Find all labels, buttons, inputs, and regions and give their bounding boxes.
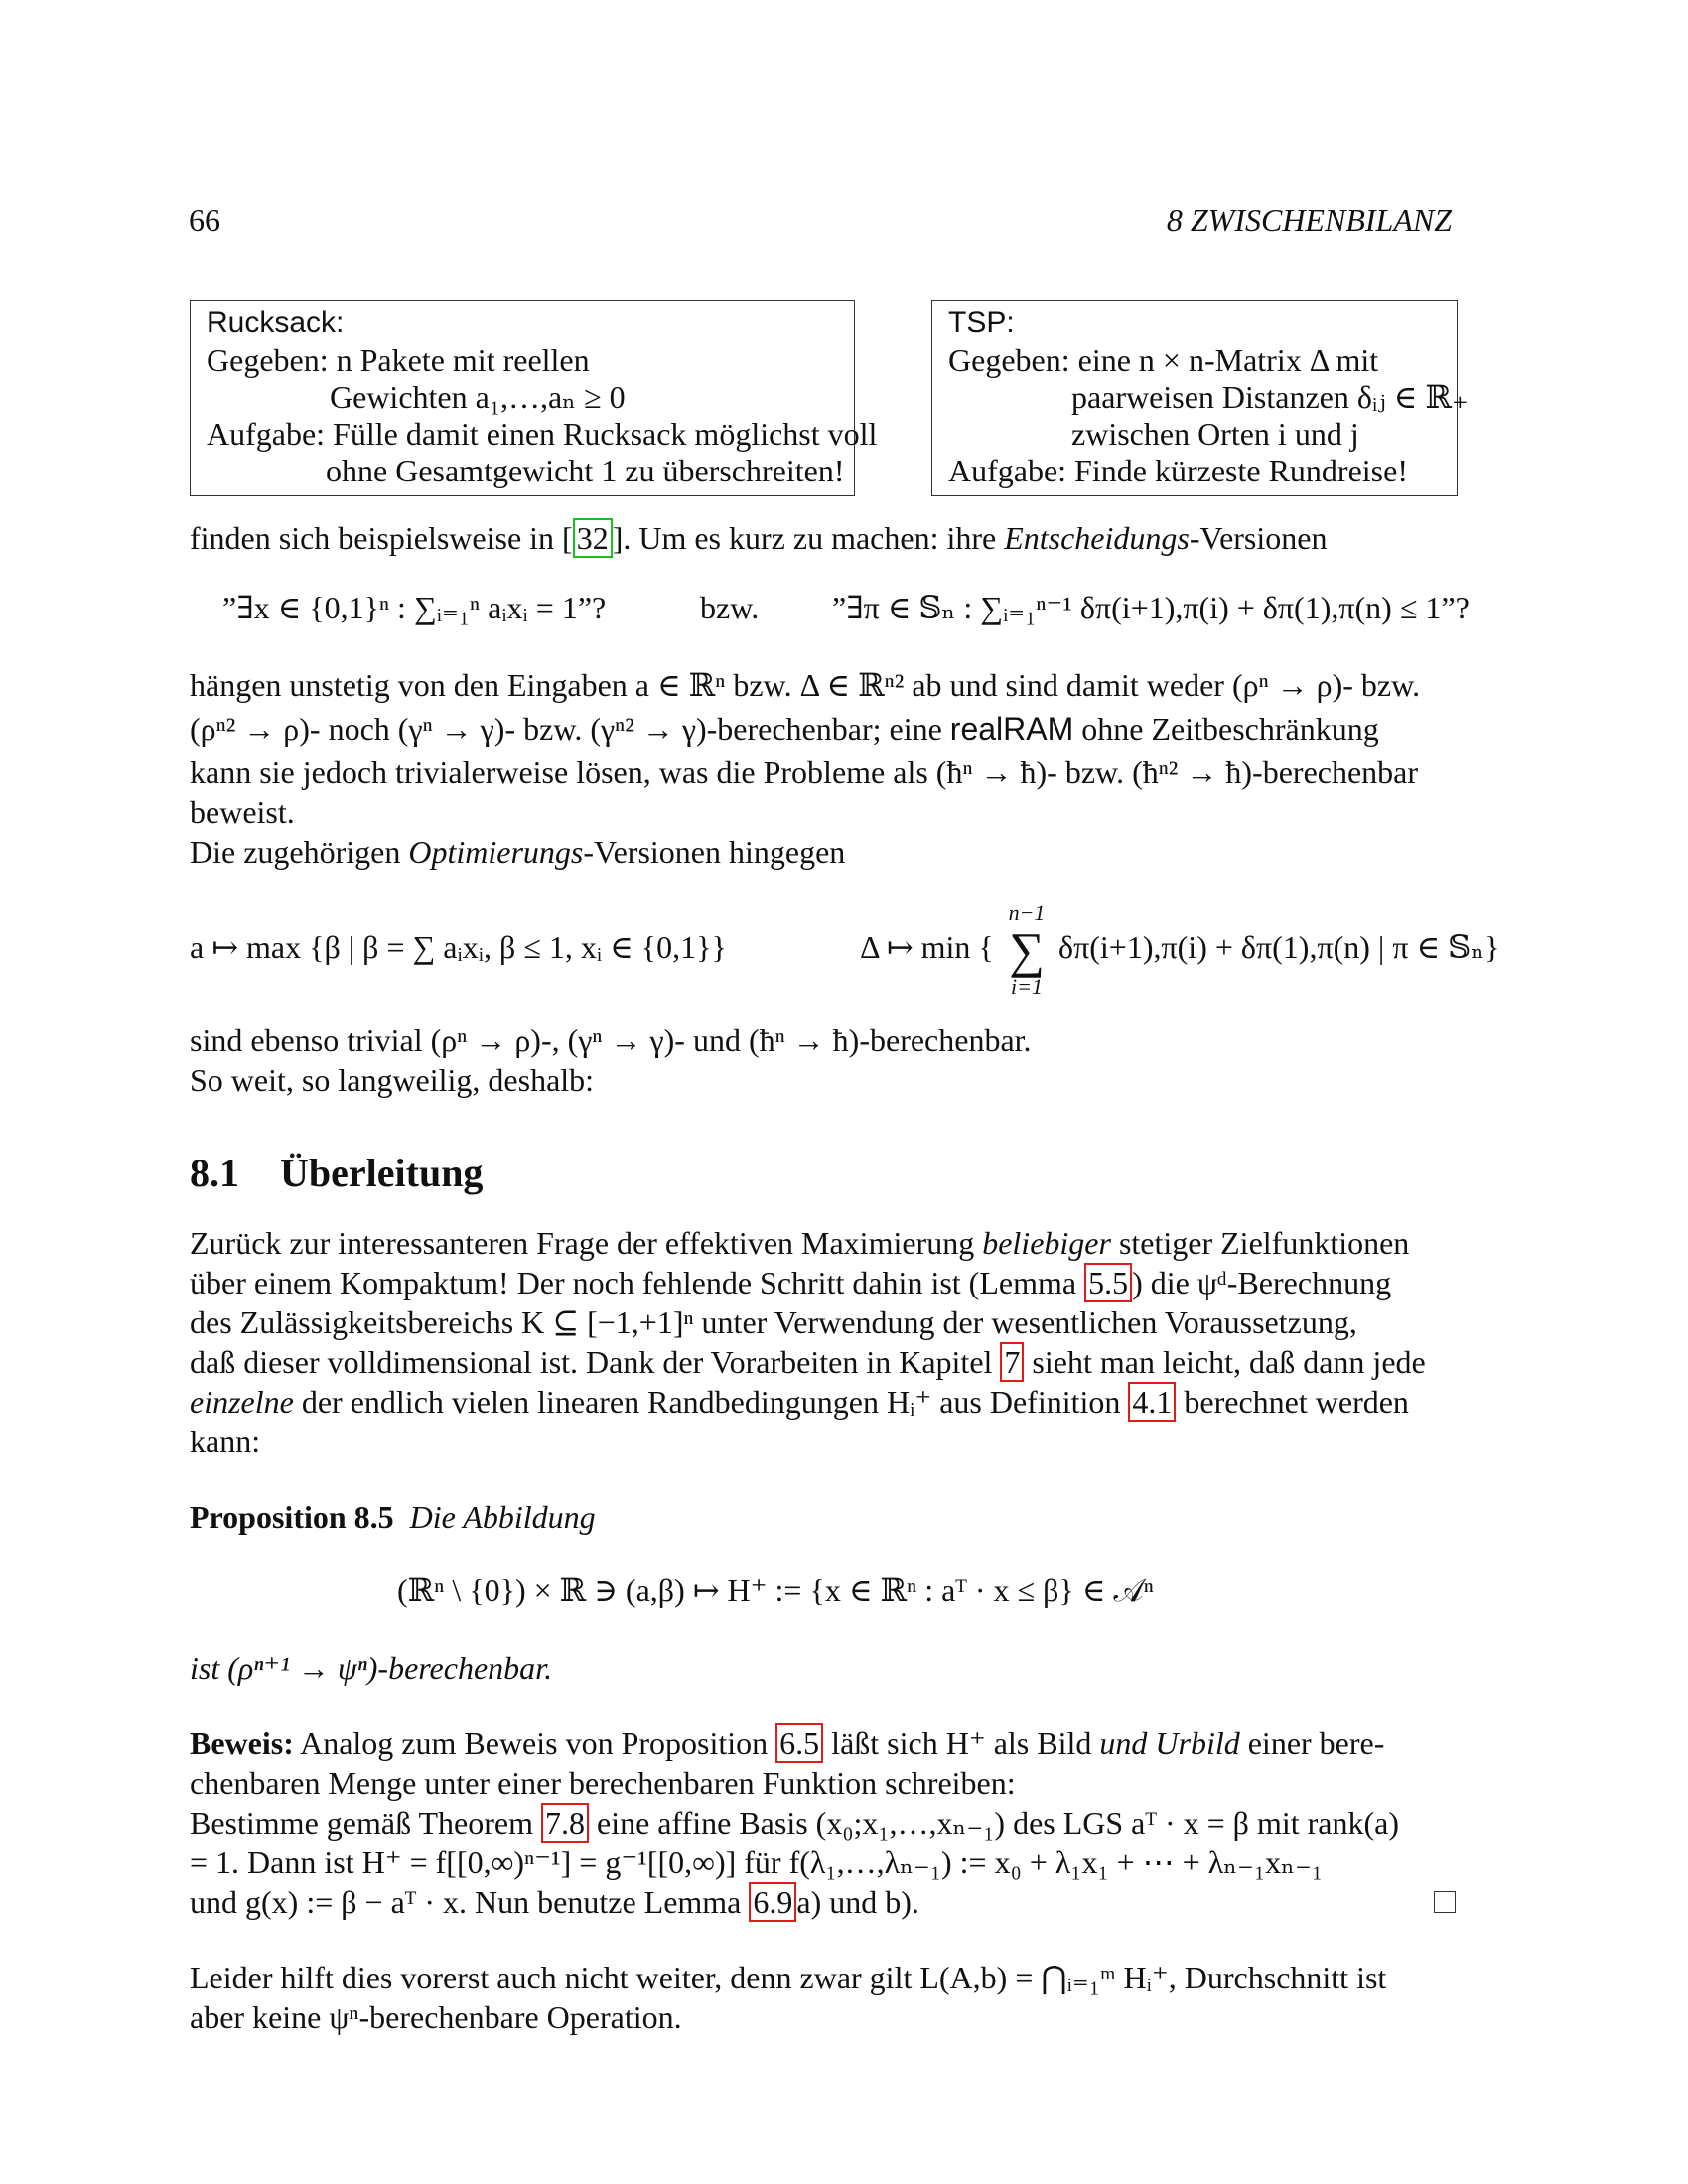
paragraph-continuity-2: (ρⁿ² → ρ)- noch (γⁿ → γ)- bzw. (γⁿ² → γ)-berechenbar; eine realRAM ohne Zeitbeschränkung: [190, 711, 1379, 747]
section-number: 8.1: [190, 1151, 239, 1195]
formula-connector: bzw.: [700, 590, 760, 625]
proposition-6-5-link[interactable]: 6.5: [775, 1723, 823, 1763]
chapter-7-link[interactable]: 7: [1000, 1342, 1024, 1382]
paragraph-intersection-1: Leider hilft dies vorerst auch nicht weiter, denn zwar gilt L(A,b) = ⋂ᵢ₌₁ᵐ Hᵢ⁺, Durchschnitt ist: [190, 1960, 1387, 1995]
paragraph-transition-1: Zurück zur interessanteren Frage der effektiven Maximierung beliebiger stetiger Zielfunktionen: [190, 1225, 1410, 1261]
tsp-problem-box: [931, 300, 1469, 496]
lemma-6-9-link[interactable]: 6.9: [749, 1882, 796, 1922]
qed-square-icon: [1434, 1891, 1456, 1913]
tsp-distances: paarweisen Distanzen δᵢⱼ ∈ ℝ₊: [1071, 379, 1469, 415]
proposition-formula: (ℝⁿ \ {0}) × ℝ ∋ (a,β) ↦ H⁺ := {x ∈ ℝⁿ : aᵀ · x ≤ β} ∈ 𝒜ⁿ: [397, 1572, 1154, 1608]
proof-line-4: = 1. Dann ist H⁺ = f[[0,∞)ⁿ⁻¹] = g⁻¹[[0,∞)] für f(λ₁,…,λₙ₋₁) := x₀ + λ₁x₁ + ⋯ + λₙ₋₁xₙ₋₁: [190, 1844, 1323, 1880]
proof-line-1: Beweis: Analog zum Beweis von Proposition 6.5 läßt sich H⁺ als Bild und Urbild einer bere-: [190, 1725, 1385, 1761]
paragraph-transition-4: daß dieser volldimensional ist. Dank der Vorarbeiten in Kapitel 7 sieht man leicht, daß dann jede: [190, 1344, 1426, 1380]
optimization-formula-tsp-prefix: Δ ↦ min {: [860, 929, 994, 965]
tsp-task: Aufgabe: Finde kürzeste Rundreise!: [948, 453, 1408, 488]
theorem-7-8-link[interactable]: 7.8: [541, 1803, 589, 1843]
proof-line-5: und g(x) := β − aᵀ · x. Nun benutze Lemma 6.9 a) und b).: [190, 1884, 919, 1920]
paragraph-trivial: sind ebenso trivial (ρⁿ → ρ)-, (γⁿ → γ)- und (ħⁿ → ħ)-berechenbar.: [190, 1023, 1032, 1058]
tsp-given: Gegeben: eine n × n-Matrix Δ mit: [948, 342, 1379, 378]
paragraph-continuity-4: beweist.: [190, 794, 295, 830]
rucksack-task-cont: ohne Gesamtgewicht 1 zu überschreiten!: [326, 453, 845, 488]
proof-line-2: chenbaren Menge unter einer berechenbaren Funktion schreiben:: [190, 1765, 1016, 1801]
citation-link[interactable]: 32: [573, 518, 613, 558]
tsp-title: TSP:: [948, 306, 1015, 339]
paragraph-transition-2: über einem Kompaktum! Der noch fehlende Schritt dahin ist (Lemma 5.5 ) die ψᵈ-Berechnung: [190, 1265, 1392, 1300]
definition-4-1-link[interactable]: 4.1: [1128, 1382, 1176, 1422]
proposition-conclusion: ist (ρⁿ⁺¹ → ψⁿ)-berechenbar.: [190, 1650, 553, 1686]
sum-operator: n−1 ∑ i=1: [1008, 900, 1046, 999]
paragraph-transition-5: einzelne der endlich vielen linearen Randbedingungen Hᵢ⁺ aus Definition 4.1 berechnet werden: [190, 1384, 1409, 1420]
paragraph-intro: finden sich beispielsweise in [ 32 ]. Um es kurz zu machen: ihre Entscheidungs-Versionen: [190, 520, 1328, 556]
optimization-formula-tsp-body: δπ(i+1),π(i) + δπ(1),π(n) | π ∈ 𝕊ₙ}: [1058, 929, 1500, 965]
paragraph-transition-6: kann:: [190, 1424, 261, 1459]
page-number: 66: [189, 203, 220, 238]
section-title: Überleitung: [280, 1151, 484, 1195]
tsp-locations: zwischen Orten i und j: [1071, 416, 1359, 452]
paragraph-boring: So weit, so langweilig, deshalb:: [190, 1062, 595, 1098]
proposition-heading: Proposition 8.5 Die Abbildung: [190, 1499, 596, 1535]
paragraph-optimization-intro: Die zugehörigen Optimierungs-Versionen hingegen: [190, 834, 846, 870]
running-header-chapter: 8 ZWISCHENBILANZ: [1166, 203, 1452, 238]
paragraph-transition-3: des Zulässigkeitsbereichs K ⊆ [−1,+1]ⁿ unter Verwendung der wesentlichen Voraussetzung,: [190, 1304, 1357, 1340]
decision-formula-rucksack: ”∃x ∈ {0,1}ⁿ : ∑ᵢ₌₁ⁿ aᵢxᵢ = 1”?: [222, 590, 607, 625]
rucksack-problem-box: [190, 300, 878, 496]
paragraph-intersection-2: aber keine ψⁿ-berechenbare Operation.: [190, 1999, 682, 2035]
decision-formula-tsp: ”∃π ∈ 𝕊ₙ : ∑ᵢ₌₁ⁿ⁻¹ δπ(i+1),π(i) + δπ(1),π(n) ≤ 1”?: [832, 590, 1470, 625]
rucksack-title: Rucksack:: [207, 306, 345, 339]
optimization-formula-rucksack: a ↦ max {β | β = ∑ aᵢxᵢ, β ≤ 1, xᵢ ∈ {0,1}}: [190, 929, 727, 965]
rucksack-weights: Gewichten a₁,…,aₙ ≥ 0: [330, 379, 626, 415]
lemma-5-5-link[interactable]: 5.5: [1084, 1263, 1132, 1302]
rucksack-task: Aufgabe: Fülle damit einen Rucksack möglichst voll: [207, 416, 878, 452]
rucksack-given: Gegeben: n Pakete mit reellen: [207, 342, 590, 378]
proof-line-3: Bestimme gemäß Theorem 7.8 eine affine Basis (x₀;x₁,…,xₙ₋₁) des LGS aᵀ · x = β mit rank(a): [190, 1805, 1399, 1841]
paragraph-continuity-1: hängen unstetig von den Eingaben a ∈ ℝⁿ bzw. Δ ∈ ℝⁿ² ab und sind damit weder (ρⁿ → ρ)- bzw.: [190, 667, 1421, 703]
paragraph-continuity-3: kann sie jedoch trivialerweise lösen, was die Probleme als (ħⁿ → ħ)- bzw. (ħⁿ² → ħ)-berechenbar: [190, 754, 1419, 790]
